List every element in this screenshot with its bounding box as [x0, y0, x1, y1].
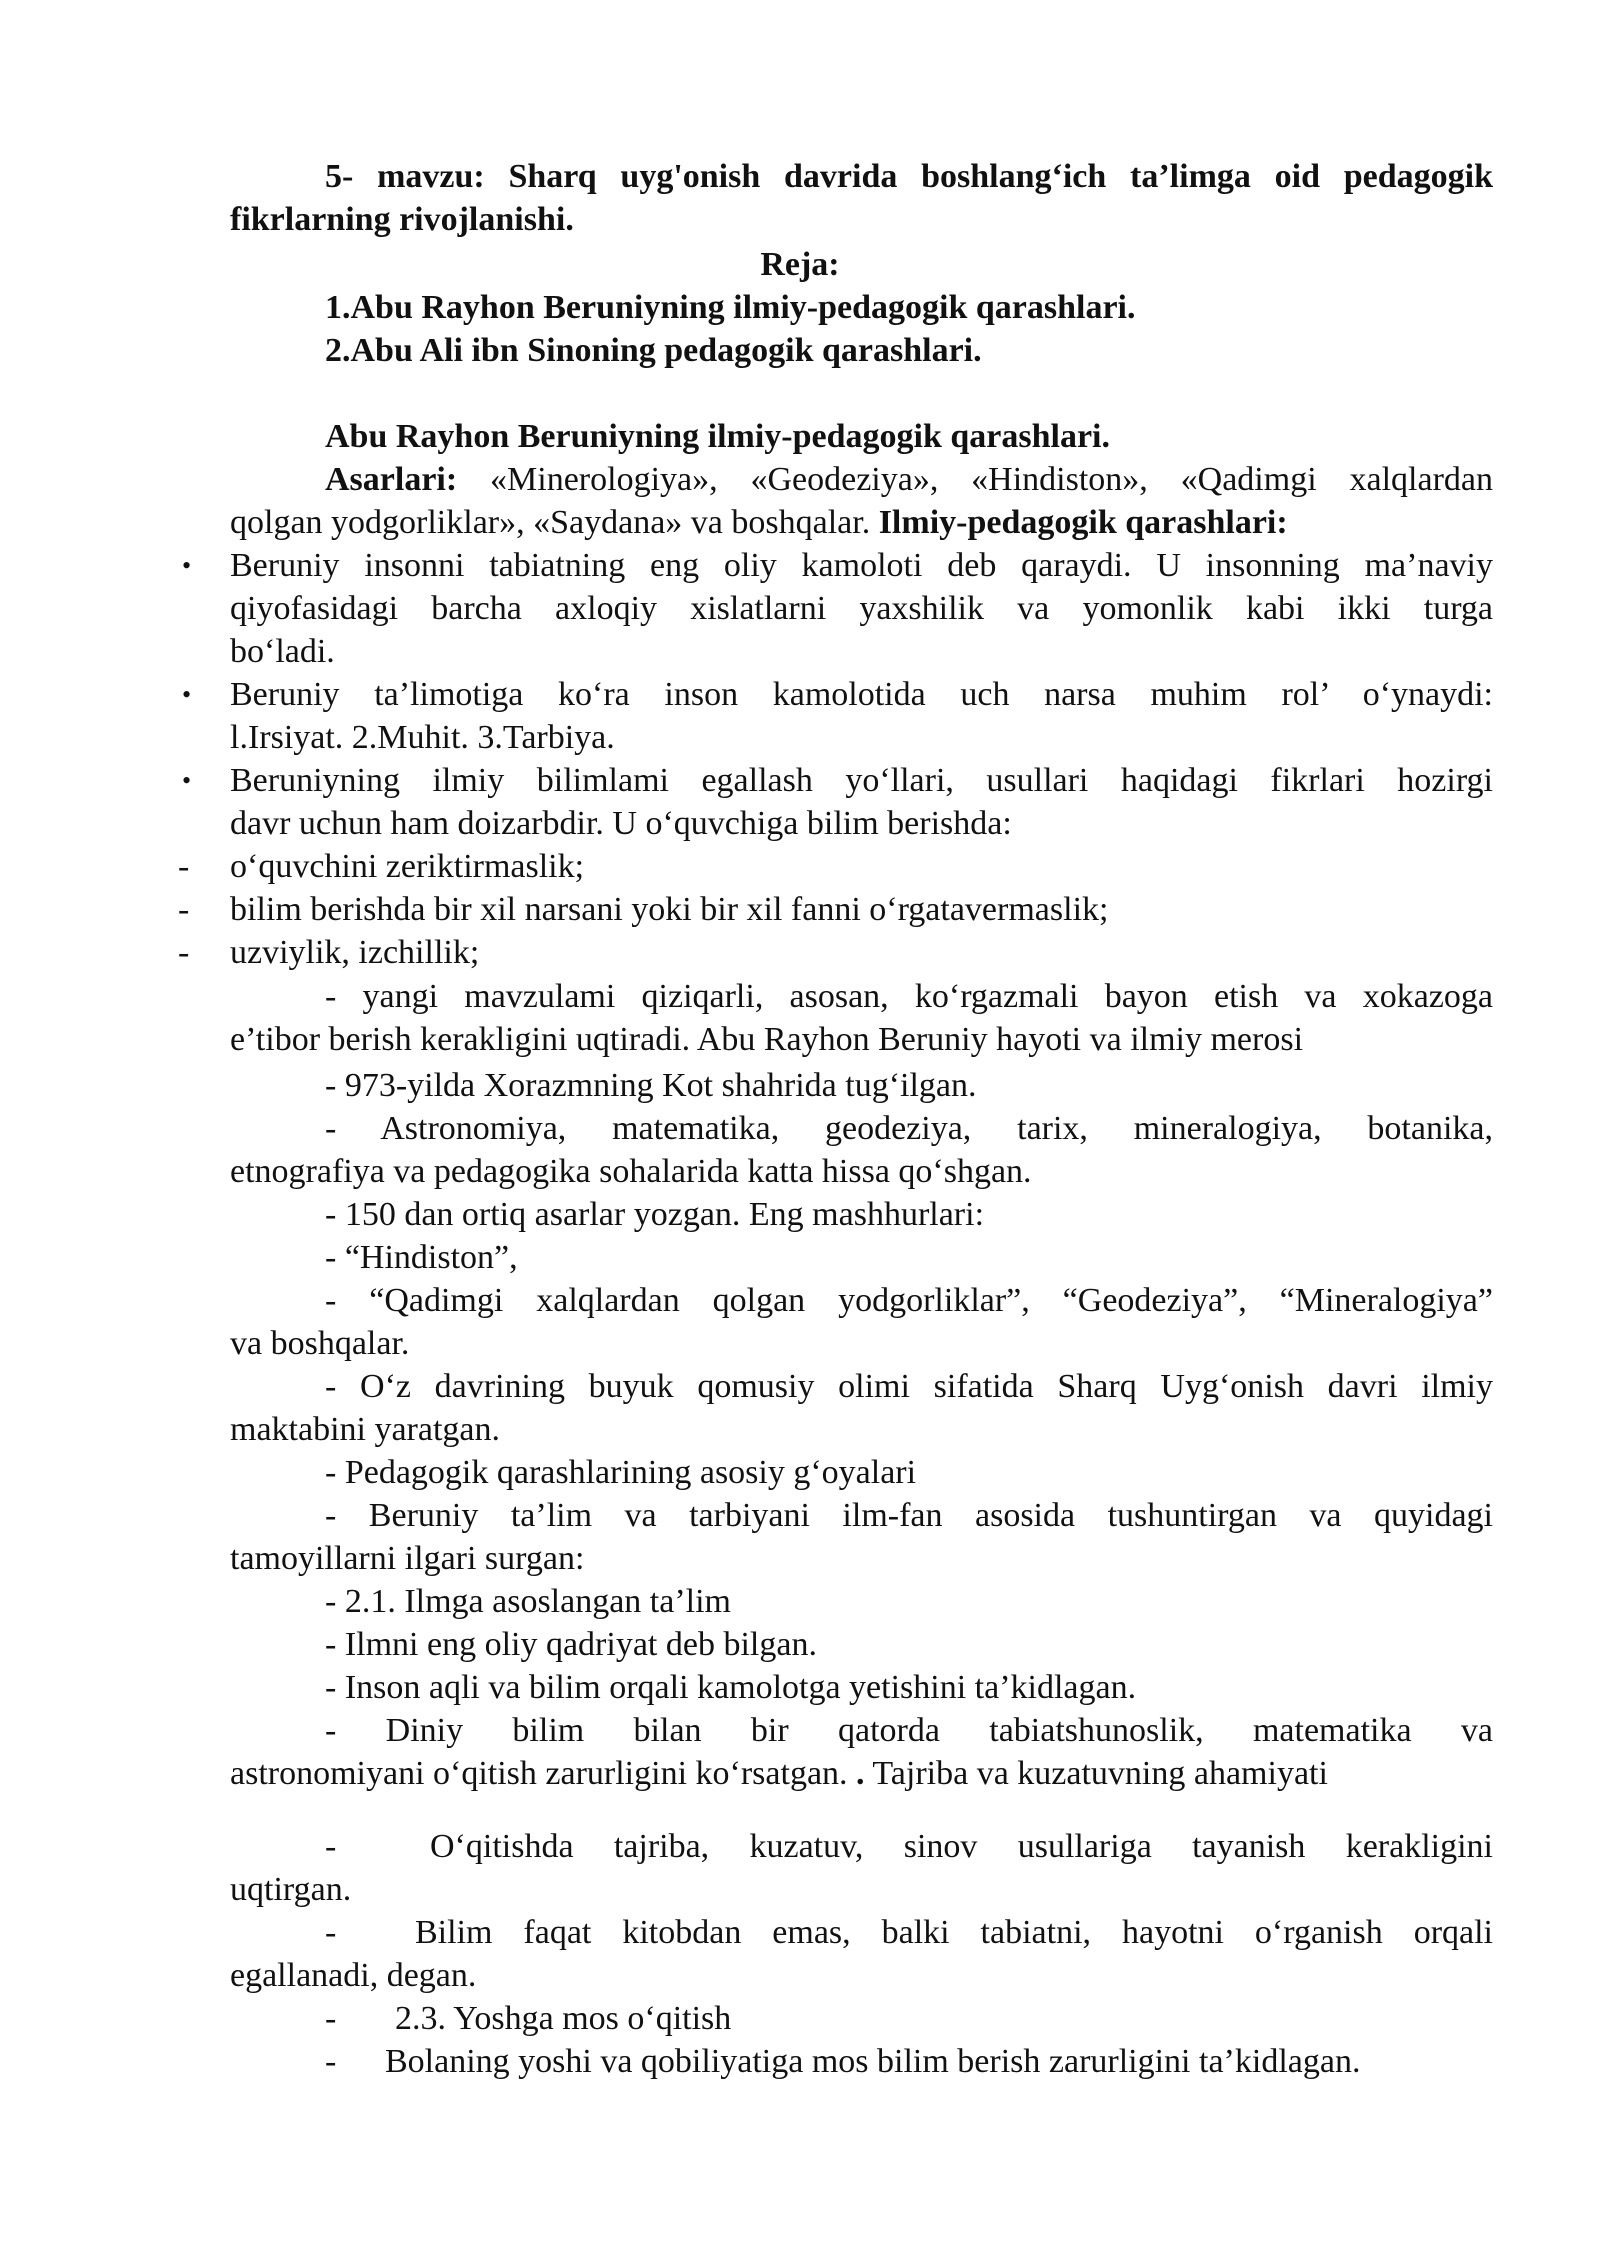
item-text: - Beruniy ta’lim va tarbiyani ilm-fan asosida tushuntirgan va quyidagi: [325, 1497, 1493, 1534]
item-text: - Diniy bilim bilan bir qatorda tabiatshunoslik, matematika va: [325, 1712, 1493, 1749]
item-text: Bilim faqat kitobdan emas, balki tabiatni, hayotni o‘rganish orqali: [415, 1914, 1493, 1951]
indented-item: [0, 1279, 1600, 1322]
dash-marker: -: [325, 2000, 337, 2037]
item-text: 2.3. Yoshga mos o‘qitish: [395, 2000, 732, 2037]
dash-marker: -: [178, 934, 190, 971]
dash-marker: -: [325, 1828, 337, 1865]
title-line-1: [0, 155, 1600, 198]
plan-item-2: [0, 329, 1600, 372]
indented-item: [0, 1064, 1600, 1107]
works-text: «Minerologiya», «Geodeziya», «Hindiston», «Qadimgi xalqlardan: [457, 461, 1493, 498]
section-heading: [0, 415, 1600, 458]
indented-item: [0, 1666, 1600, 1709]
plan-item-text: 2.Abu Ali ibn Sinoning pedagogik qarashlari.: [325, 332, 982, 369]
bullet-text: Beruniy insonni tabiatning eng oliy kamoloti deb qaraydi. U insonning ma’naviy: [230, 547, 1493, 584]
item-text: - “Qadimgi xalqlardan qolgan yodgorliklar”, “Geodeziya”, “Mineralogiya”: [325, 1282, 1493, 1319]
bullet-item-cont: [0, 630, 1600, 673]
indented-item: [0, 1193, 1600, 1236]
indented-item: [0, 1911, 1600, 1954]
works-text-cont: qolgan yodgorliklar», «Saydana» va boshqalar.: [230, 504, 879, 541]
bullet-item: [0, 673, 1600, 716]
indented-item-cont: [0, 1954, 1600, 1997]
indented-item: [0, 2040, 1600, 2083]
item-text: tamoyillarni ilgari surgan:: [230, 1540, 585, 1577]
bullet-text: l.Irsiyat. 2.Muhit. 3.Tarbiya.: [230, 719, 615, 756]
indented-item: [0, 1365, 1600, 1408]
indented-item: [0, 1580, 1600, 1623]
dash-item: [0, 931, 1600, 974]
item-text: egallanadi, degan.: [230, 1957, 477, 1994]
dash-text: o‘quvchini zeriktirmaslik;: [230, 848, 585, 885]
item-text: - 973-yilda Xorazmning Kot shahrida tug‘ilgan.: [325, 1067, 977, 1104]
item-text: [230, 1752, 1328, 1795]
works-paragraph: [325, 458, 1493, 501]
indented-item: [0, 1623, 1600, 1666]
views-label: Ilmiy-pedagogik qarashlari:: [878, 504, 1288, 541]
indented-item-cont: [0, 1150, 1600, 1193]
indented-item: [0, 975, 1600, 1018]
dash-item: [0, 845, 1600, 888]
indented-item-cont: [0, 1408, 1600, 1451]
dash-text: uzviylik, izchillik;: [230, 934, 480, 971]
indented-item-cont: [0, 1868, 1600, 1911]
works-line-2: [0, 501, 1600, 544]
item-text: e’tibor berish kerakligini uqtiradi. Abu Rayhon Beruniy hayoti va ilmiy merosi: [230, 1021, 1304, 1058]
indented-item: [0, 1494, 1600, 1537]
item-text-part: astronomiyani o‘qitish zarurligini ko‘rsatgan.: [230, 1755, 857, 1792]
item-text: uqtirgan.: [230, 1871, 352, 1908]
item-text: - Inson aqli va bilim orqali kamolotga yetishini ta’kidlagan.: [325, 1669, 1137, 1706]
bullet-item-cont: [0, 716, 1600, 759]
dash-text: bilim berishda bir xil narsani yoki bir xil fanni o‘rgatavermaslik;: [230, 891, 1109, 928]
item-text: - yangi mavzulami qiziqarli, asosan, ko‘rgazmali bayon etish va xokazoga: [325, 978, 1493, 1015]
bullet-text: davr uchun ham doizarbdir. U o‘quvchiga bilim berishda:: [230, 805, 1012, 842]
bullet-item-cont: [0, 587, 1600, 630]
indented-item: [0, 1997, 1600, 2040]
bullet-item: [0, 759, 1600, 802]
plan-item-1: [0, 286, 1600, 329]
item-text: - O‘z davrining buyuk qomusiy olimi sifatida Sharq Uyg‘onish davri ilmiy: [325, 1368, 1493, 1405]
item-text: va boshqalar.: [230, 1325, 410, 1362]
bullet-text: Beruniyning ilmiy bilimlami egallash yo‘llari, usullari haqidagi fikrlari hozirgi: [230, 762, 1493, 799]
dash-marker: -: [325, 1914, 337, 1951]
item-text: - “Hindiston”,: [325, 1239, 518, 1276]
plan-item-text: 1.Abu Rayhon Beruniyning ilmiy-pedagogik qarashlari.: [325, 289, 1136, 326]
bullet-item-cont: [0, 802, 1600, 845]
plan-heading-text: Reja:: [760, 246, 840, 283]
plan-heading: [0, 243, 1600, 286]
item-text: - 2.1. Ilmga asoslangan ta’lim: [325, 1583, 732, 1620]
dash-item: [0, 888, 1600, 931]
title-text: 5- mavzu: Sharq uyg'onish davrida boshlang‘ich ta’limga oid pedagogik: [325, 158, 1493, 195]
indented-item: [0, 1236, 1600, 1279]
dash-marker: -: [178, 891, 190, 928]
item-text: maktabini yaratgan.: [230, 1411, 501, 1448]
title-text-cont: fikrlarning rivojlanishi.: [230, 201, 574, 238]
indented-item: [0, 1709, 1600, 1752]
indented-item-cont: [0, 1752, 1600, 1795]
bullet-marker: •: [182, 680, 192, 709]
works-paragraph-cont: [230, 501, 1288, 544]
bullet-text: bo‘ladi.: [230, 633, 335, 670]
bullet-text: Beruniy ta’limotiga ko‘ra inson kamolotida uch narsa muhim rol’ o‘ynaydi:: [230, 676, 1493, 713]
item-text: - Ilmni eng oliy qadriyat deb bilgan.: [325, 1626, 817, 1663]
item-text: O‘qitishda tajriba, kuzatuv, sinov usullariga tayanish kerakligini: [430, 1828, 1493, 1865]
item-text: - Pedagogik qarashlarining asosiy g‘oyalari: [325, 1454, 917, 1491]
indented-item-cont: [0, 1322, 1600, 1365]
dash-marker: -: [178, 848, 190, 885]
item-text: etnografiya va pedagogika sohalarida katta hissa qo‘shgan.: [230, 1153, 1032, 1190]
title-line-2: [0, 198, 1600, 241]
item-text: - Astronomiya, matematika, geodeziya, tarix, mineralogiya, botanika,: [325, 1110, 1493, 1147]
dash-marker: -: [325, 2043, 337, 2080]
item-text-part: Tajriba va kuzatuvning ahamiyati: [864, 1755, 1328, 1792]
indented-item-cont: [0, 1018, 1600, 1061]
indented-item: [0, 1107, 1600, 1150]
bullet-text: qiyofasidagi barcha axloqiy xislatlarni yaxshilik va yomonlik kabi ikki turga: [230, 590, 1493, 627]
section-heading-text: Abu Rayhon Beruniyning ilmiy-pedagogik qarashlari.: [325, 418, 1111, 455]
item-text: - 150 dan ortiq asarlar yozgan. Eng mashhurlari:: [325, 1196, 985, 1233]
indented-item: [0, 1451, 1600, 1494]
bold-dot: .: [856, 1755, 865, 1792]
item-text: Bolaning yoshi va qobiliyatiga mos bilim berish zarurligini ta’kidlagan.: [385, 2043, 1361, 2080]
bullet-marker: •: [182, 766, 192, 795]
bullet-marker: •: [182, 551, 192, 580]
works-line-1: [0, 458, 1600, 501]
works-label: Asarlari:: [325, 461, 458, 498]
bullet-item: [0, 544, 1600, 587]
indented-item: [0, 1825, 1600, 1868]
indented-item-cont: [0, 1537, 1600, 1580]
